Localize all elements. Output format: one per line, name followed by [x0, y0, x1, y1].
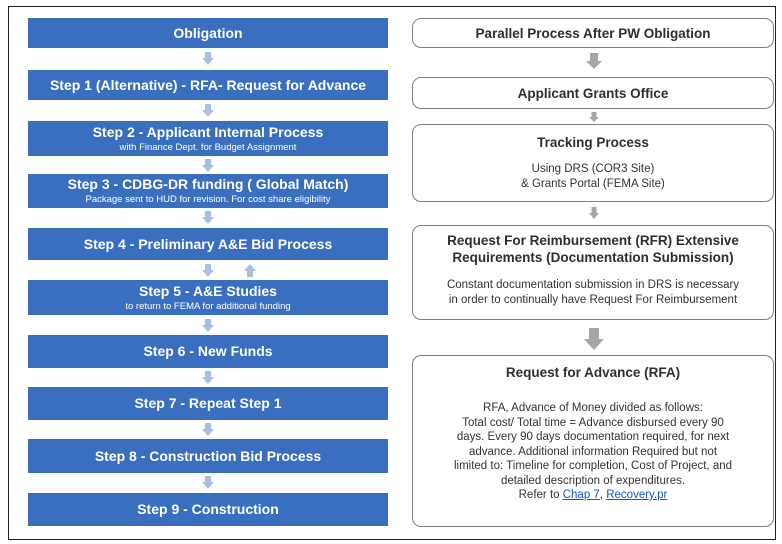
step-7	[28, 387, 388, 420]
step-5	[28, 280, 388, 315]
step-title: Step 7 - Repeat Step 1	[134, 395, 282, 411]
step-4	[28, 228, 388, 260]
rfr-title-line2: Requirements (Documentation Submission)	[452, 250, 734, 265]
down-arrow-icon	[202, 211, 214, 223]
tracking-process-box	[412, 124, 774, 202]
step-title: Step 5 - A&E Studies	[139, 282, 277, 299]
rfa-line: Total cost/ Total time = Advance disbursed every 90	[462, 416, 724, 429]
down-arrow-icon	[589, 207, 599, 219]
grants-office-box	[412, 77, 774, 109]
tracking-process-title: Tracking Process	[537, 135, 649, 150]
step-title: Step 2 - Applicant Internal Process	[92, 123, 324, 140]
step-title: Step 6 - New Funds	[143, 343, 273, 359]
rfa-line: days. Every 90 days documentation required, for next	[456, 431, 730, 443]
step-subtitle: to return to FEMA for additional funding	[125, 300, 291, 312]
rfa-line: advance. Additional information Required but not	[468, 445, 718, 458]
down-arrow-icon	[202, 319, 214, 331]
down-arrow-icon	[202, 371, 214, 383]
step-2	[28, 121, 388, 156]
step-8	[28, 439, 388, 473]
rfa-refer-line	[413, 488, 773, 503]
step-1	[28, 70, 388, 100]
rfa-line: limited to: Timeline for completion, Cost of Project, and	[453, 460, 733, 472]
rfa-line: RFA, Advance of Money divided as follows:	[483, 402, 703, 414]
chap-7-link[interactable]: Chap 7	[562, 489, 600, 501]
step-title: Obligation	[173, 24, 243, 41]
rfa-box	[412, 355, 774, 527]
step-title: Step 1 (Alternative) - RFA- Request for Advance	[49, 76, 367, 93]
rfa-title: Request for Advance (RFA)	[505, 365, 681, 380]
down-arrow-icon	[202, 476, 214, 488]
rfa-line: detailed description of expenditures.	[500, 474, 686, 487]
step-obligation	[28, 18, 388, 48]
parallel-process-box	[412, 18, 774, 48]
recovery-pr-link[interactable]: Recovery.pr	[606, 489, 668, 501]
step-9	[28, 493, 388, 526]
step-title: Step 9 - Construction	[137, 501, 279, 517]
down-arrow-icon	[202, 159, 214, 171]
rfr-body-line2: in order to continually have Request For Reimbursement	[448, 293, 738, 306]
step-title: Step 3 - CDBG-DR funding ( Global Match)	[67, 176, 349, 192]
step-subtitle: Package sent to HUD for revision. For cost share eligibility	[85, 194, 331, 205]
step-3	[28, 174, 388, 208]
down-arrow-icon	[584, 328, 604, 350]
down-arrow-icon	[586, 53, 602, 69]
down-arrow-icon	[589, 112, 599, 122]
rfr-title-line1: Request For Reimbursement (RFR) Extensive	[447, 233, 739, 248]
step-6	[28, 335, 388, 368]
rfr-body-line1: Constant documentation submission in DRS is necessary	[446, 279, 740, 291]
link-separator: ,	[599, 489, 607, 501]
down-arrow-icon	[202, 264, 214, 276]
tracking-process-line2: & Grants Portal (FEMA Site)	[521, 177, 665, 190]
parallel-process-title: Parallel Process After PW Obligation	[475, 25, 711, 41]
step-subtitle: with Finance Dept. for Budget Assignment	[119, 141, 297, 153]
step-title: Step 4 - Preliminary A&E Bid Process	[83, 235, 333, 252]
grants-office-title: Applicant Grants Office	[517, 85, 669, 101]
rfr-box	[412, 225, 774, 320]
down-arrow-icon	[202, 423, 214, 435]
down-arrow-icon	[202, 104, 214, 116]
tracking-process-line1: Using DRS (COR3 Site)	[531, 163, 655, 175]
up-arrow-icon	[244, 264, 256, 276]
step-title: Step 8 - Construction Bid Process	[94, 447, 322, 464]
down-arrow-icon	[202, 52, 214, 64]
rfa-refer-prefix: Refer to	[518, 489, 563, 501]
